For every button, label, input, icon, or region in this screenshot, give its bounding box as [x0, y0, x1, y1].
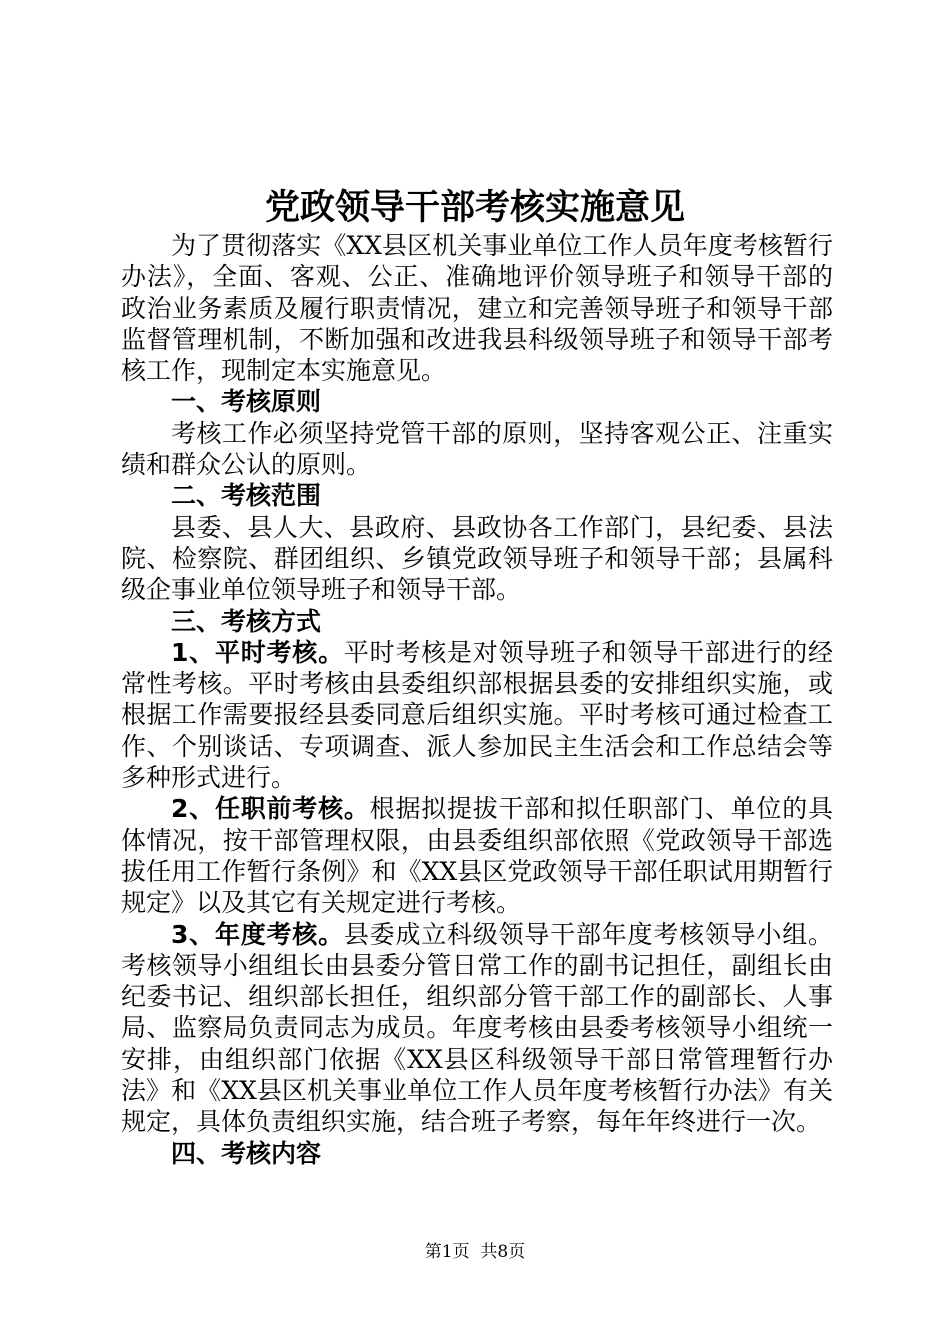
section-heading-scope: 二、考核范围 — [171, 481, 322, 511]
intro-paragraph: 为了贯彻落实《XX县区机关事业单位工作人员年度考核暂行办法》，全面、客观、公正、准确地评价领导班子和领导干部的政治业务素质及履行职责情况，建立和完善领导班子和领导干部监督管理机制，不断加强和改进我县科级领导班子和领导干部考核工作，现制定本实施意见。 — [121, 231, 833, 386]
method-item-annual-lead: 3、年度考核。 — [171, 919, 344, 949]
section-heading-content: 四、考核内容 — [171, 1138, 322, 1168]
page-footer — [0, 1240, 950, 1264]
method-item-regular — [121, 637, 833, 793]
section-text-principles: 考核工作必须坚持党管干部的原则，坚持客观公正、注重实绩和群众公认的原则。 — [121, 418, 833, 480]
method-item-annual-text: 县委成立科级领导干部年度考核领导小组。考核领导小组组长由县委分管日常工作的副书记担任，副组长由纪委书记、组织部长担任，组织部分管干部工作的副部长、人事局、监察局负责同志为成员。年度考核由县委考核领导小组统一安排，由组织部门依据《XX县区科级领导干部日常管理暂行办法》和《XX县区机关事业单位工作人员年度考核暂行办法》有关规定，具体负责组织实施，结合班子考察，每年年终进行一次。 — [121, 919, 833, 1137]
method-item-pre-appointment-lead: 2、任职前考核。 — [171, 794, 370, 824]
method-item-pre-appointment — [121, 793, 833, 918]
method-item-regular-lead: 1、平时考核。 — [171, 637, 344, 667]
page-number-label: 第1页 共8页 — [424, 1242, 526, 1262]
section-text-scope: 县委、县人大、县政府、县政协各工作部门，县纪委、县法院、检察院、群团组织、乡镇党政领导班子和领导干部；县属科级企事业单位领导班子和领导干部。 — [121, 512, 833, 605]
method-item-annual — [121, 919, 833, 1138]
section-heading-methods: 三、考核方式 — [171, 606, 322, 636]
section-heading-principles: 一、考核原则 — [171, 387, 322, 417]
page-title: 党政领导干部考核实施意见 — [264, 187, 685, 228]
method-item-pre-appointment-text: 根据拟提拔干部和拟任职部门、单位的具体情况，按干部管理权限，由县委组织部依照《党政领导干部选拔任用工作暂行条例》和《XX县区党政领导干部任职试用期暂行规定》以及其它有关规定进行考核。 — [121, 794, 833, 918]
document-body — [121, 230, 833, 1169]
method-item-regular-text: 平时考核是对领导班子和领导干部进行的经常性考核。平时考核由县委组织部根据县委的安排组织实施，或根据工作需要报经县委同意后组织实施。平时考核可通过检查工作、个别谈话、专项调查、派人参加民主生活会和工作总结会等多种形式进行。 — [121, 637, 833, 793]
